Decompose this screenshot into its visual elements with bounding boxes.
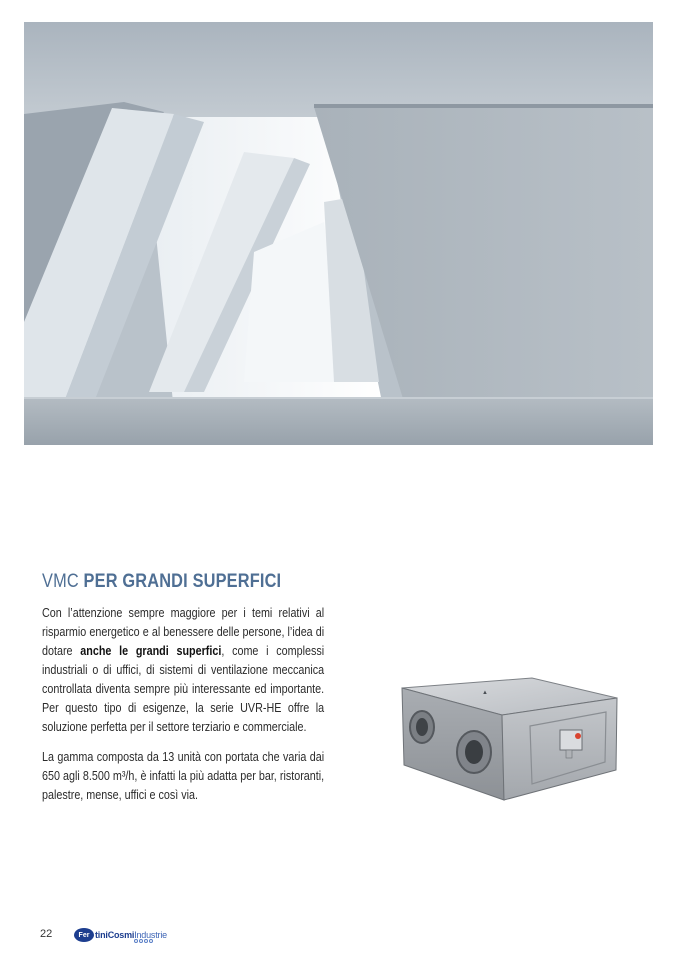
svg-text:▲: ▲ bbox=[482, 690, 488, 696]
section-heading bbox=[42, 571, 281, 593]
paragraph-1-start: Con l’attenzione sempre maggiore per i temi relativi al risparmio energetico e al benessere delle persone, l’idea di dotare bbox=[42, 606, 325, 658]
hero-photo bbox=[24, 22, 653, 445]
page-number: 22 bbox=[40, 928, 53, 940]
paragraph-1 bbox=[42, 604, 324, 737]
company-logo bbox=[74, 924, 167, 946]
paragraph-1-emphasis: anche le grandi superfici bbox=[80, 644, 222, 658]
logo-wordmark bbox=[95, 930, 167, 940]
logo-dots-icon bbox=[134, 939, 153, 943]
body-text bbox=[42, 604, 324, 816]
product-image bbox=[392, 660, 624, 810]
heading-bold: PER GRANDI SUPERFICI bbox=[83, 571, 282, 592]
paragraph-1-end: , come i complessi industriali o di uffici, di sistemi di ventilazione meccanica controllata diventa sempre più interessante ed importante. Per questo tipo di esigenze, la serie UVR-HE offre la soluzione perfetta per il settore terziario e commerciale. bbox=[42, 644, 325, 734]
logo-mark: Fer bbox=[74, 928, 94, 942]
ventilation-unit-illustration-icon bbox=[392, 660, 624, 810]
logo-name-b: Industrie bbox=[134, 930, 167, 940]
logo-name-a: tiniCosmi bbox=[95, 930, 135, 940]
heading-light: VMC bbox=[42, 571, 79, 592]
architecture-photo-icon bbox=[24, 22, 653, 445]
paragraph-2: La gamma composta da 13 unità con portata che varia dai 650 agli 8.500 m³/h, è infatti la più adatta per bar, ristoranti, palestre, mense, uffici e così via. bbox=[42, 750, 325, 802]
